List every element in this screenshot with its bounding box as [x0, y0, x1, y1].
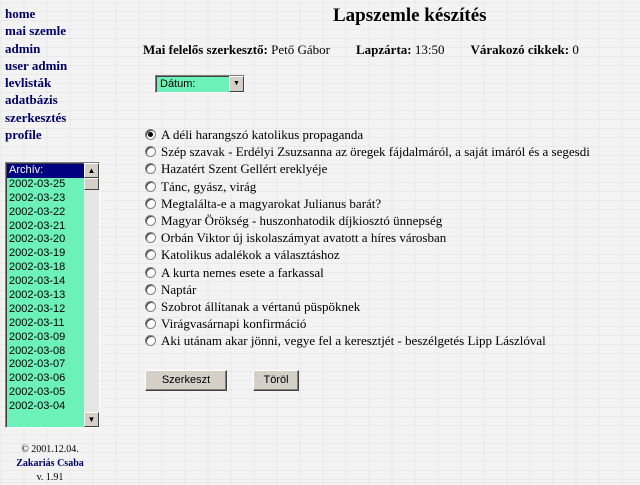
article-radio[interactable] [145, 232, 156, 243]
archive-item[interactable]: 2002-03-08 [9, 344, 66, 357]
article-title: A déli harangszó katolikus propaganda [161, 127, 364, 142]
chevron-down-icon[interactable]: ▼ [229, 76, 244, 92]
article-radio[interactable] [145, 318, 156, 329]
footer-version: v. 1.91 [36, 472, 64, 483]
list-item [145, 298, 640, 315]
list-item [145, 264, 640, 281]
article-radio[interactable] [145, 129, 156, 140]
article-radio[interactable] [145, 301, 156, 312]
archive-item[interactable]: 2002-03-11 [9, 316, 65, 329]
nav-link-mai-szemle[interactable]: mai szemle [5, 23, 67, 39]
nav-link-admin[interactable]: admin [5, 40, 41, 56]
article-radio[interactable] [145, 146, 156, 157]
article-title: Tánc, gyász, virág [161, 178, 257, 194]
archive-item[interactable]: 2002-03-19 [9, 247, 66, 260]
list-item [145, 315, 640, 332]
archive-item[interactable]: 2002-03-23 [9, 191, 66, 204]
archive-item[interactable]: 2002-03-22 [9, 205, 66, 218]
archive-item[interactable]: 2002-03-21 [9, 219, 66, 232]
archive-item[interactable]: 2002-03-12 [9, 302, 66, 315]
list-item [145, 143, 640, 160]
delete-button[interactable]: Töröl [253, 370, 299, 391]
list-item [145, 195, 640, 212]
nav-link-user-admin[interactable]: user admin [5, 57, 68, 73]
archive-item[interactable]: 2002-03-06 [9, 372, 66, 385]
list-item [145, 126, 640, 143]
archive-listbox[interactable] [5, 162, 100, 428]
page-title: Lapszemle készítés [333, 5, 487, 26]
main-nav [5, 5, 105, 143]
article-radio[interactable] [145, 249, 156, 260]
editor-value: Pető Gábor [271, 42, 330, 57]
archive-item-header[interactable]: Archív: [7, 164, 85, 178]
nav-link-levlistak[interactable]: levlisták [5, 75, 52, 91]
archive-item[interactable]: 2002-03-18 [9, 261, 66, 274]
archive-item[interactable]: 2002-03-25 [9, 177, 66, 190]
info-bar [143, 42, 640, 58]
article-title: Naptár [161, 281, 197, 297]
list-item [145, 281, 640, 298]
article-title: Orbán Viktor új iskolaszámyat avatott a híres városban [161, 230, 447, 246]
nav-link-adatbazis[interactable]: adatbázis [5, 92, 58, 108]
archive-item[interactable]: 2002-03-05 [9, 386, 66, 399]
list-item [145, 178, 640, 195]
article-radio[interactable] [145, 181, 156, 192]
article-title: Szobrot állítanak a vértanú püspöknek [161, 298, 361, 314]
footer-author: Zakariás Csaba [16, 458, 84, 469]
nav-link-szerkesztes[interactable]: szerkesztés [5, 109, 67, 125]
article-title: Szép szavak - Erdélyi Zsuzsanna az öregek fájdalmáról, a saját imáról és a segesdi [161, 144, 590, 160]
archive-item[interactable]: 2002-03-04 [9, 400, 66, 413]
article-title: Megtalálta-e a magyarokat Julianus barát? [161, 195, 382, 211]
archive-item[interactable]: 2002-03-09 [9, 330, 66, 343]
article-title: Hazatért Szent Gellért ereklyéje [161, 161, 328, 177]
footer [0, 443, 100, 485]
archive-item[interactable]: 2002-03-14 [9, 275, 66, 288]
archive-list [7, 164, 85, 414]
article-radio[interactable] [145, 198, 156, 209]
footer-date: © 2001.12.04. [21, 444, 79, 455]
article-title: Magyar Örökség - huszonhatodik díjkiosztó ünnepség [161, 212, 443, 228]
archive-item[interactable]: 2002-03-07 [9, 358, 66, 371]
archive-item[interactable]: 2002-03-20 [9, 233, 66, 246]
list-item [145, 332, 640, 349]
editor-label: Mai felelős szerkesztő: [143, 42, 268, 57]
scroll-up-arrow-icon[interactable]: ▲ [84, 163, 99, 178]
article-radio[interactable] [145, 163, 156, 174]
pending-value: 0 [572, 42, 579, 57]
scroll-thumb[interactable] [84, 178, 99, 190]
article-radio[interactable] [145, 267, 156, 278]
list-item [145, 160, 640, 177]
article-title: A kurta nemes esete a farkassal [161, 264, 324, 280]
archive-item[interactable]: 2002-03-13 [9, 289, 66, 302]
article-title: Aki utánam akar jönni, vegye fel a keresztjét - beszélgetés Lipp Lászlóval [161, 333, 546, 349]
deadline-value: 13:50 [414, 42, 445, 57]
article-title: Virágvasárnapi konfirmáció [161, 316, 307, 332]
deadline-label: Lapzárta: [356, 42, 412, 57]
sort-select[interactable] [155, 75, 245, 93]
list-item [145, 229, 640, 246]
pending-label: Várakozó cikkek: [470, 42, 570, 57]
sort-select-value: Dátum: [160, 78, 196, 90]
article-radio[interactable] [145, 335, 156, 346]
article-title: Katolikus adalékok a választáshoz [161, 247, 340, 263]
edit-button[interactable]: Szerkeszt [145, 370, 227, 391]
nav-link-home[interactable]: home [5, 6, 36, 21]
article-list [145, 126, 640, 349]
nav-link-profile[interactable]: profile [5, 127, 42, 143]
article-radio[interactable] [145, 284, 156, 295]
article-radio[interactable] [145, 215, 156, 226]
archive-scrollbar[interactable] [84, 163, 99, 427]
list-item [145, 212, 640, 229]
scroll-down-arrow-icon[interactable]: ▼ [84, 412, 99, 427]
list-item [145, 246, 640, 263]
